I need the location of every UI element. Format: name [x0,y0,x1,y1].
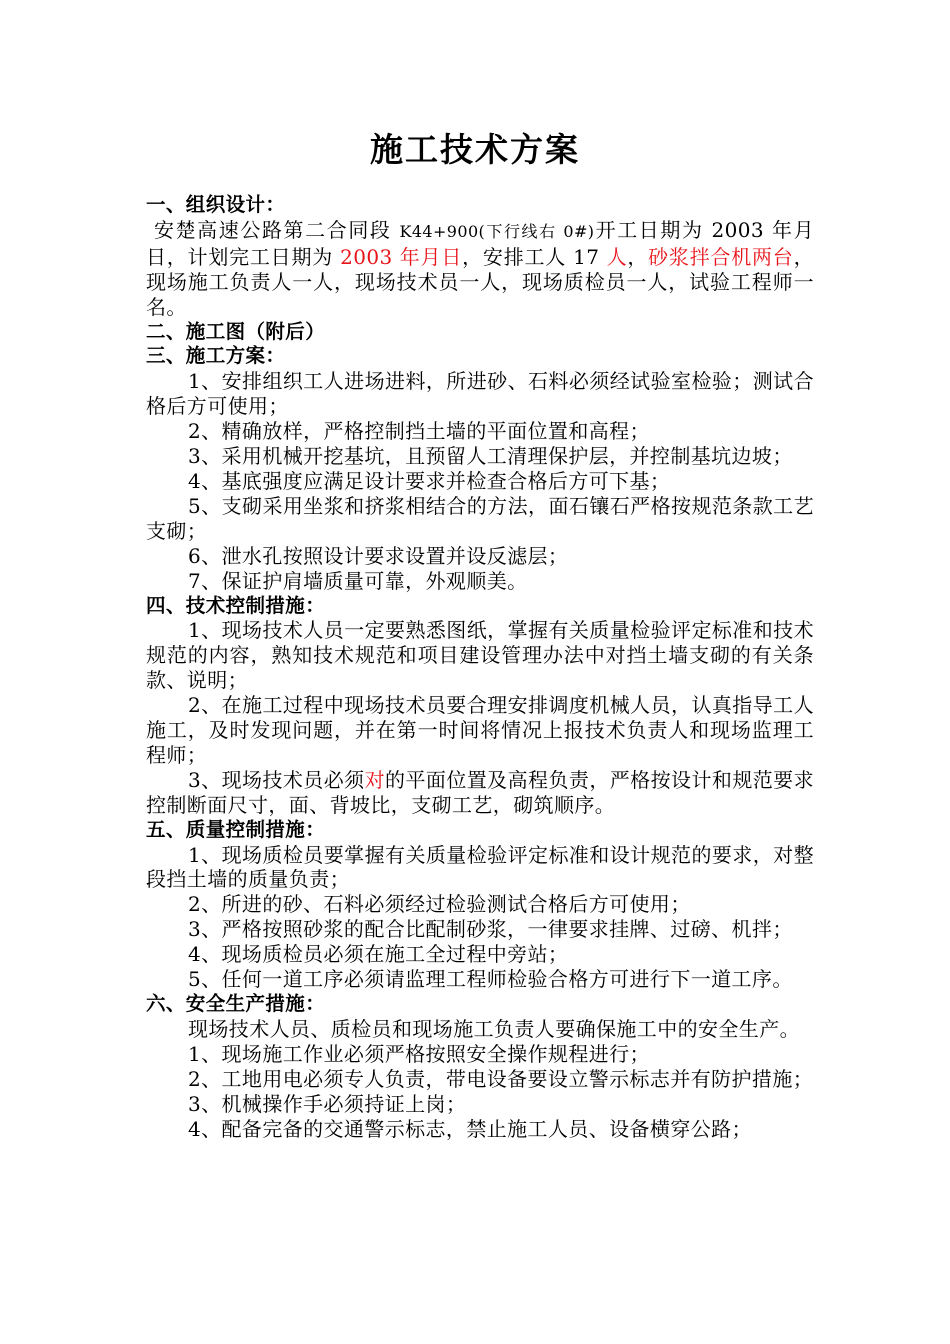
text-span: 3、现场技术员必须 [188,767,365,792]
plan-item: 5、支砌采用坐浆和挤浆相结合的方法，面石镶石严格按规范条款工艺支砌； [146,493,814,543]
plan-item: 1、安排组织工人进场进料，所进砂、石料必须经试验室检验；测试合格后方可使用； [146,369,814,419]
plan-item: 7、保证护肩墙质量可靠，外观顺美。 [188,568,528,593]
text-span: ，安排工人 17 [462,244,607,269]
quality-item: 1、现场质检员要掌握有关质量检验评定标准和设计规范的要求，对整段挡土墙的质量负责； [146,842,814,892]
highlight-text: 砂浆拌合机两台 [648,244,794,269]
quality-item: 2、所进的砂、石料必须经过检验测试合格后方可使用； [188,892,691,917]
text-span: ，现场施工负责人一人，现场技术员一人，现场质检员一人，试验工程师一名。 [146,244,814,319]
quality-item: 4、现场质检员必须在施工全过程中旁站； [188,942,569,967]
technical-item: 1、现场技术人员一定要熟悉图纸，掌握有关质量检验评定标准和技术规范的内容，熟知技术规范和项目建设管理办法中对挡土墙支砌的有关条款、说明； [146,618,814,693]
organization-paragraph [146,218,814,320]
document-body [146,193,814,1141]
highlight-text: 人 [606,244,628,269]
document-title: 施工技术方案 [370,130,580,169]
plan-item: 6、泄水孔按照设计要求设置并设反滤层； [188,543,569,568]
section-heading-quality-control: 五、质量控制措施： [146,817,326,841]
quality-item: 5、任何一道工序必须请监理工程师检验合格方可进行下一道工序。 [188,967,793,992]
text-span: ， [627,244,649,269]
technical-item: 2、在施工过程中现场技术员要合理安排调度机械人员，认真指导工人施工，及时发现问题，并在第一时间将情况上报技术负责人和现场监理工程师； [146,693,814,767]
safety-item: 4、配备完备的交通警示标志，禁止施工人员、设备横穿公路； [188,1116,752,1141]
text-span: 的平面位置及高程负责，严格按设计和规范要求控制断面尺寸，面、背坡比，支砌工艺，砌筑顺序。 [146,767,815,817]
safety-item: 2、工地用电必须专人负责，带电设备要设立警示标志并有防护措施； [188,1066,814,1091]
text-span: 开工日期为 2003 年月日，计划完工日期为 [146,217,814,269]
plan-item: 4、基底强度应满足设计要求并检查合格后方可下基； [188,468,671,493]
section-heading-safety: 六、安全生产措施： [146,992,326,1015]
safety-intro: 现场技术人员、质检员和现场施工负责人要确保施工中的安全生产。 [188,1016,800,1041]
station-number: K44+900(下行线右 0#) [399,221,595,241]
text-span: 安楚高速公路第二合同段 [154,217,400,242]
technical-item [146,768,814,818]
plan-item: 3、采用机械开挖基坑，且预留人工清理保护层，并控制基坑边坡； [188,444,793,469]
section-heading-plan: 三、施工方案： [146,344,286,368]
section-heading-drawings: 二、施工图（附后） [146,319,326,343]
section-heading-organization: 一、组织设计： [146,193,286,216]
safety-item: 3、机械操作手必须持证上岗； [188,1091,467,1116]
highlight-text: 2003 年月日 [340,244,463,269]
section-heading-technical-control: 四、技术控制措施： [146,593,326,617]
safety-item: 1、现场施工作业必须严格按照安全操作规程进行； [188,1041,650,1066]
plan-item: 2、精确放样，严格控制挡土墙的平面位置和高程； [188,419,650,444]
quality-item: 3、严格按照砂浆的配合比配制砂浆，一律要求挂牌、过磅、机拌； [188,917,793,942]
highlight-text: 对 [364,767,386,792]
